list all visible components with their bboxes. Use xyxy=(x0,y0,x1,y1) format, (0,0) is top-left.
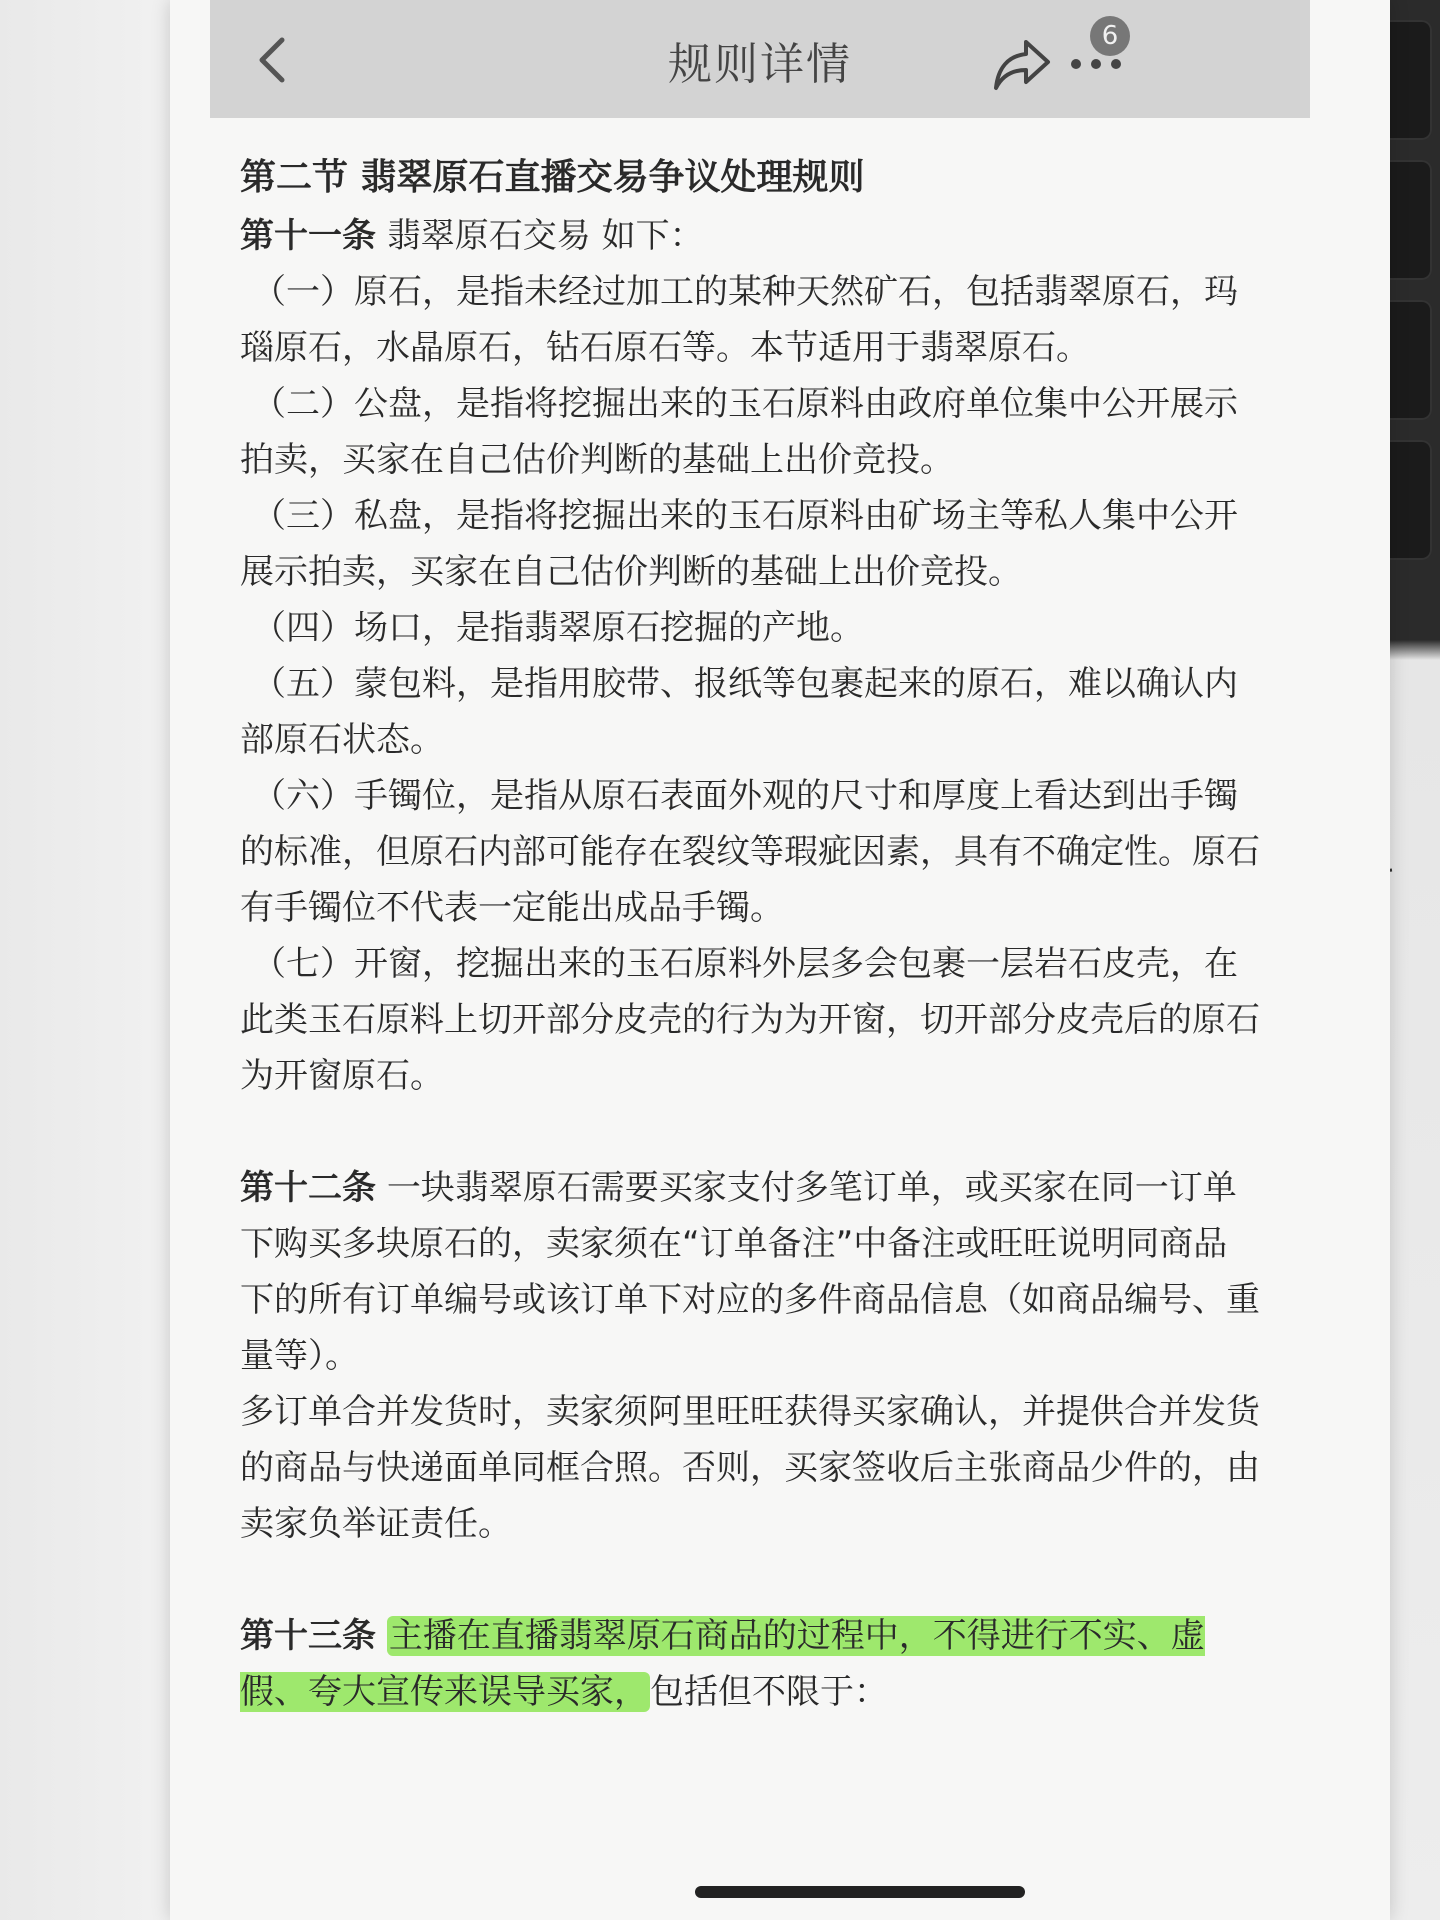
section-title: 第二节 翡翠原石直播交易争议处理规则 xyxy=(240,157,865,198)
article-11-item: （四）场口，是指翡翠原石挖掘的产地。 xyxy=(252,608,864,648)
app-header xyxy=(210,0,1310,118)
highlighted-text: 主播在直播翡翠原石商品的过程中，不得进行不实、虚假、夸大宣传来误导买家， xyxy=(240,1616,1205,1712)
notification-badge: 6 xyxy=(1090,16,1130,56)
article-12-paragraph xyxy=(240,1160,1260,1384)
printed-page xyxy=(170,0,1390,1920)
article-12-label: 第十二条 xyxy=(240,1168,376,1208)
spacer xyxy=(240,1552,1260,1608)
article-11-item: （五）蒙包料，是指用胶带、报纸等包裹起来的原石，难以确认内部原石状态。 xyxy=(240,664,1238,760)
article-13-label: 第十三条 xyxy=(240,1616,376,1656)
article-12-paragraph-2: 多订单合并发货时，卖家须阿里旺旺获得买家确认，并提供合并发货的商品与快递面单同框合照。否则，买家签收后主张商品少件的，由卖家负举证责任。 xyxy=(240,1392,1260,1544)
rule-document xyxy=(240,150,1260,1720)
article-11-item: （二）公盘，是指将挖掘出来的玉石原料由政府单位集中公开展示拍卖，买家在自己估价判断的基础上出价竞投。 xyxy=(240,384,1238,480)
article-11-item: （三）私盘，是指将挖掘出来的玉石原料由矿场主等私人集中公开展示拍卖，买家在自己估价判断的基础上出价竞投。 xyxy=(240,496,1238,592)
article-13-paragraph xyxy=(240,1608,1260,1720)
article-11-heading xyxy=(240,208,1260,264)
article-11-item: （七）开窗，挖掘出来的玉石原料外层多会包裹一层岩石皮壳，在此类玉石原料上切开部分皮壳的行为为开窗，切开部分皮壳后的原石为开窗原石。 xyxy=(240,944,1260,1096)
page-title: 规则详情 xyxy=(668,39,852,90)
article-13-rest: 包括但不限于： xyxy=(650,1672,888,1712)
share-icon[interactable] xyxy=(990,36,1052,92)
article-11-label: 第十一条 xyxy=(240,216,376,256)
article-11-heading-text: 翡翠原石交易 如下： xyxy=(386,216,704,256)
more-icon[interactable] xyxy=(1068,52,1124,76)
article-11-item: （六）手镯位，是指从原石表面外观的尺寸和厚度上看达到出手镯的标准，但原石内部可能存在裂纹等瑕疵因素，具有不确定性。原石有手镯位不代表一定能出成品手镯。 xyxy=(240,776,1260,928)
article-11-item: （一）原石，是指未经过加工的某种天然矿石，包括翡翠原石，玛瑙原石，水晶原石，钻石原石等。本节适用于翡翠原石。 xyxy=(240,272,1238,368)
article-12-text: 一块翡翠原石需要买家支付多笔订单，或买家在同一订单下购买多块原石的，卖家须在“订单备注”中备注或旺旺说明同商品下的所有订单编号或该订单下对应的多件商品信息（如商品编号、重量等）。 xyxy=(240,1168,1260,1376)
home-indicator xyxy=(695,1886,1025,1898)
spacer xyxy=(240,1104,1260,1160)
